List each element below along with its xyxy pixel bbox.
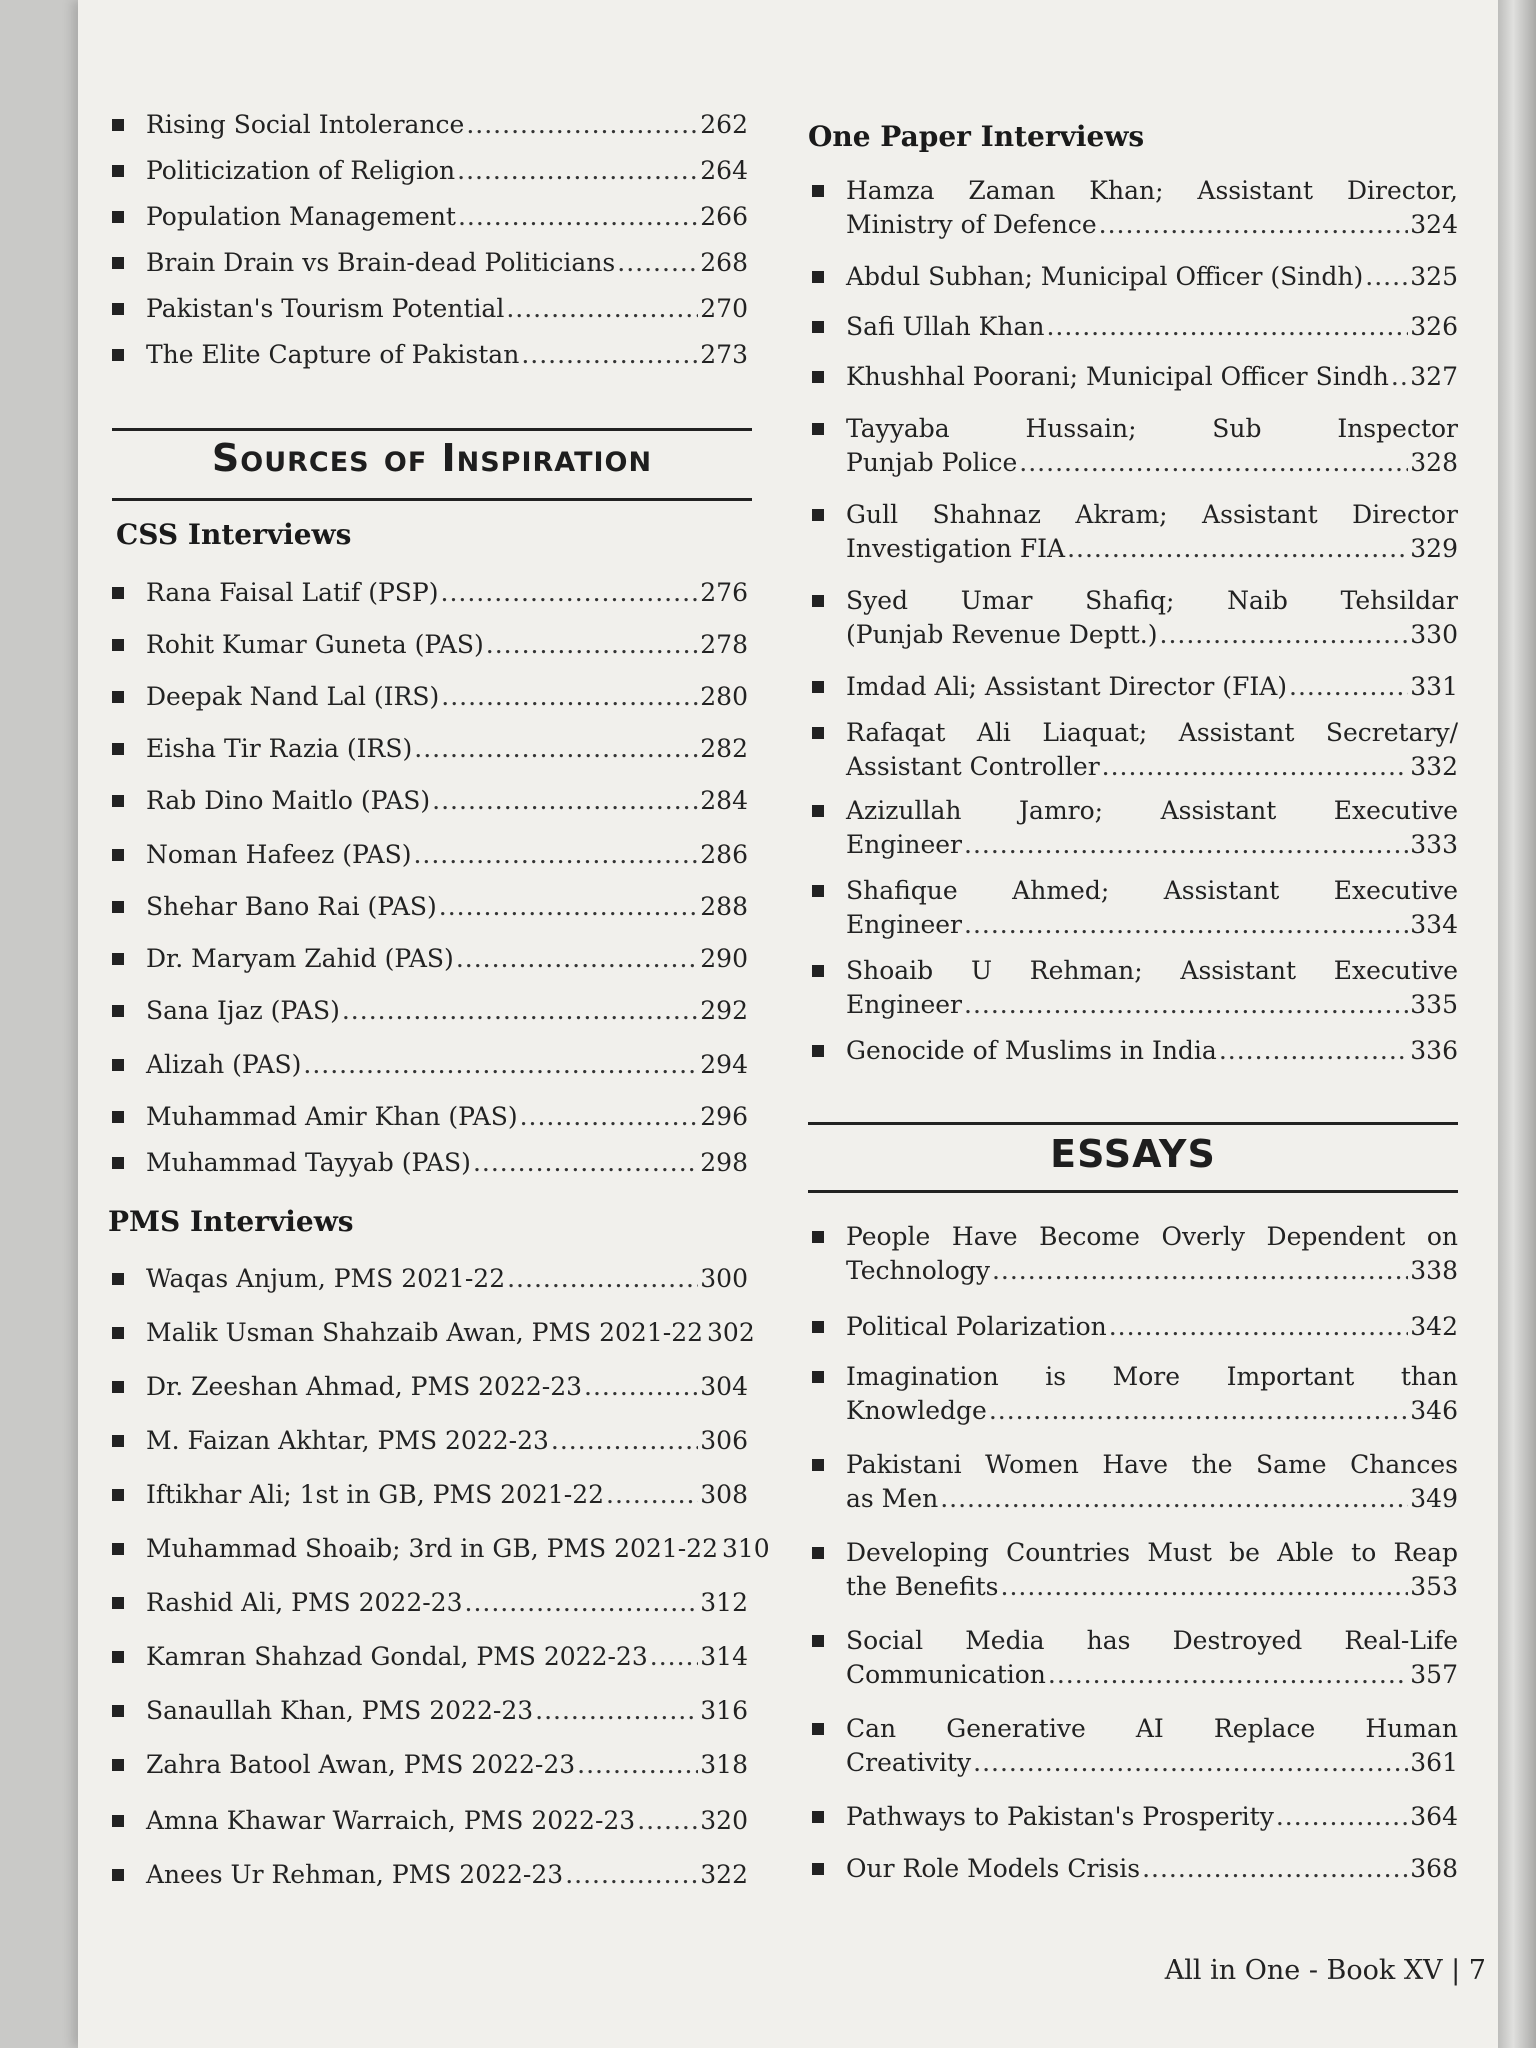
page-number: 310 (722, 1534, 770, 1563)
toc-entry-text (146, 1748, 748, 1782)
toc-entry-title: Rising Social Intolerance (146, 110, 465, 139)
banner-rule-bottom (112, 498, 752, 501)
toc-entry-title: Muhammad Amir Khan (PAS) (146, 1102, 518, 1131)
page-number: 328 (1410, 448, 1458, 477)
toc-entry-text (846, 1800, 1458, 1834)
toc-entry-text (146, 1100, 748, 1134)
toc-entry-title: Politicization of Religion (146, 156, 456, 185)
bullet-icon (112, 587, 124, 599)
toc-entry-text (846, 1360, 1458, 1428)
page-number: 320 (700, 1806, 748, 1835)
toc-entry-text (146, 1804, 748, 1838)
bullet-icon (112, 1815, 124, 1827)
page-number: 312 (700, 1588, 748, 1617)
page-number: 325 (1410, 262, 1458, 291)
bullet-icon (112, 849, 124, 861)
toc-entry-text (846, 670, 1458, 704)
toc-entry-title: Sana Ijaz (PAS) (146, 996, 340, 1025)
page-number: 290 (700, 944, 748, 973)
toc-entry-title: Knowledge (846, 1396, 987, 1425)
dot-leader (1048, 1658, 1408, 1692)
toc-entry-title: Khushhal Poorani; Municipal Officer Sindh (846, 362, 1389, 391)
toc-entry-text (846, 360, 1458, 394)
toc-entry-title: Pakistan's Tourism Potential (146, 294, 505, 323)
dot-leader (413, 838, 698, 872)
dot-leader (535, 1694, 698, 1728)
toc-entry-text (146, 890, 748, 924)
toc-entry-text (146, 784, 748, 818)
page-number: 331 (1410, 672, 1458, 701)
dot-leader (1160, 618, 1409, 652)
bullet-icon (112, 1869, 124, 1881)
toc-entry-title: M. Faizan Akhtar, PMS 2022-23 (146, 1426, 549, 1455)
page-number: 322 (700, 1860, 748, 1889)
sources-banner: Sources of Inspiration (211, 436, 653, 480)
dot-leader (565, 1858, 698, 1892)
toc-entry-text (846, 498, 1458, 566)
bullet-icon (112, 795, 124, 807)
toc-entry-text (146, 1858, 748, 1892)
toc-entry-title: Ministry of Defence (846, 210, 1097, 239)
toc-entry-title: Amna Khawar Warraich, PMS 2022-23 (146, 1806, 636, 1835)
dot-leader (1102, 750, 1409, 784)
bullet-icon (812, 1635, 824, 1647)
bullet-icon (112, 1059, 124, 1071)
bullet-icon (812, 1547, 824, 1559)
toc-entry-line1: Gull Shahnaz Akram; Assistant Director (846, 500, 1458, 529)
bullet-icon (812, 321, 824, 333)
toc-entry-text (846, 584, 1458, 652)
dot-leader (486, 628, 699, 662)
toc-entry-text (146, 838, 748, 872)
toc-entry-text (846, 412, 1458, 480)
dot-leader (507, 1262, 698, 1296)
toc-entry-line1: Social Media has Destroyed Real-Life (846, 1626, 1458, 1655)
dot-leader (466, 108, 698, 142)
bullet-icon (812, 1459, 824, 1471)
dot-leader (606, 1478, 698, 1512)
toc-entry-title: Pathways to Pakistan's Prosperity (846, 1802, 1274, 1831)
page-number: 326 (1410, 312, 1458, 341)
toc-entry-title: Engineer (846, 830, 962, 859)
toc-entry-title: Waqas Anjum, PMS 2021-22 (146, 1264, 506, 1293)
toc-entry-title: Dr. Maryam Zahid (PAS) (146, 944, 454, 973)
bullet-icon (812, 1723, 824, 1735)
toc-entry-line1: Can Generative AI Replace Human (846, 1714, 1458, 1743)
toc-entry-title: Anees Ur Rehman, PMS 2022-23 (146, 1860, 564, 1889)
dot-leader (1046, 310, 1408, 344)
page-number: 353 (1410, 1572, 1458, 1601)
bullet-icon (112, 1489, 124, 1501)
page-number: 316 (700, 1696, 748, 1725)
page-number: 361 (1410, 1748, 1458, 1777)
page-number: 336 (1410, 1036, 1458, 1065)
one-paper-interviews-heading: One Paper Interviews (808, 120, 1145, 153)
toc-entry-title: (Punjab Revenue Deptt.) (846, 620, 1158, 649)
toc-entry-text (146, 680, 748, 714)
toc-entry-title: Abdul Subhan; Municipal Officer (Sindh) (846, 262, 1364, 291)
dot-leader (940, 1482, 1408, 1516)
dot-leader (650, 1640, 699, 1674)
toc-entry-text (146, 1316, 755, 1350)
toc-entry-title: Shehar Bano Rai (PAS) (146, 892, 437, 921)
page-number: 318 (700, 1750, 748, 1779)
bullet-icon (112, 1273, 124, 1285)
toc-entry-title: Engineer (846, 910, 962, 939)
toc-entry-text (146, 732, 748, 766)
toc-entry-title: Investigation FIA (846, 534, 1066, 563)
toc-entry-text (846, 1852, 1458, 1886)
toc-entry-title: Imdad Ali; Assistant Director (FIA) (846, 672, 1288, 701)
page-number: 276 (700, 578, 748, 607)
toc-entry-text (846, 310, 1458, 344)
toc-entry-title: Technology (846, 1256, 990, 1285)
toc-entry-text (146, 1478, 748, 1512)
dot-leader (973, 1746, 1408, 1780)
toc-entry-title: Kamran Shahzad Gondal, PMS 2022-23 (146, 1642, 648, 1671)
bullet-icon (112, 211, 124, 223)
page-number: 333 (1410, 830, 1458, 859)
toc-entry-line1: Imagination is More Important than (846, 1362, 1458, 1391)
page-number: 268 (700, 248, 748, 277)
dot-leader (414, 732, 698, 766)
bullet-icon (812, 1321, 824, 1333)
dot-leader (465, 1586, 699, 1620)
bullet-icon (112, 901, 124, 913)
toc-entry-title: Zahra Batool Awan, PMS 2022-23 (146, 1750, 576, 1779)
bullet-icon (112, 953, 124, 965)
toc-entry-title: Engineer (846, 990, 962, 1019)
toc-entry-title: Rab Dino Maitlo (PAS) (146, 786, 431, 815)
toc-entry-text (146, 994, 748, 1028)
bullet-icon (112, 165, 124, 177)
dot-leader (520, 1100, 699, 1134)
toc-entry-text (846, 954, 1458, 1022)
dot-leader (303, 1048, 698, 1082)
dot-leader (964, 988, 1408, 1022)
dot-leader (1067, 532, 1408, 566)
page-number: 330 (1410, 620, 1458, 649)
toc-entry-title: Creativity (846, 1748, 972, 1777)
page-number: 368 (1410, 1854, 1458, 1883)
essays-rule-top (808, 1122, 1458, 1125)
page-number: 280 (700, 682, 748, 711)
bullet-icon (812, 1811, 824, 1823)
page-number: 278 (700, 630, 748, 659)
dot-leader (1365, 260, 1408, 294)
page-number: 292 (700, 996, 748, 1025)
toc-entry-text (846, 1624, 1458, 1692)
page-number: 298 (700, 1148, 748, 1177)
bullet-icon (812, 805, 824, 817)
pms-interviews-heading: PMS Interviews (108, 1205, 354, 1238)
toc-entry-title: The Elite Capture of Pakistan (146, 340, 520, 369)
dot-leader (1099, 208, 1409, 242)
bullet-icon (112, 743, 124, 755)
bullet-icon (812, 185, 824, 197)
bullet-icon (812, 1231, 824, 1243)
dot-leader (342, 994, 698, 1028)
bullet-icon (812, 885, 824, 897)
page-number: 329 (1410, 534, 1458, 563)
toc-entry-text (146, 200, 748, 234)
toc-entry-text (146, 1146, 748, 1180)
page-number: 332 (1410, 752, 1458, 781)
dot-leader (1109, 1310, 1409, 1344)
dot-leader (992, 1254, 1408, 1288)
toc-entry-text (146, 1586, 748, 1620)
bullet-icon (112, 691, 124, 703)
page-number: 300 (700, 1264, 748, 1293)
dot-leader (521, 338, 698, 372)
toc-entry-text (846, 260, 1458, 294)
dot-leader (989, 1394, 1408, 1428)
dot-leader (1391, 360, 1408, 394)
dot-leader (457, 154, 698, 188)
toc-entry-text (846, 1220, 1458, 1288)
bullet-icon (112, 1381, 124, 1393)
toc-entry-line1: Shafique Ahmed; Assistant Executive (846, 876, 1458, 905)
bullet-icon (112, 639, 124, 651)
toc-entry-title: Rana Faisal Latif (PSP) (146, 578, 439, 607)
bullet-icon (112, 349, 124, 361)
bullet-icon (812, 423, 824, 435)
toc-entry-title: Assistant Controller (846, 752, 1100, 781)
toc-entry-text (846, 1712, 1458, 1780)
toc-entry-title: as Men (846, 1484, 939, 1513)
toc-entry-title: Rashid Ali, PMS 2022-23 (146, 1588, 463, 1617)
toc-entry-line1: Rafaqat Ali Liaquat; Assistant Secretary/ (846, 718, 1458, 747)
bullet-icon (112, 119, 124, 131)
bullet-icon (812, 681, 824, 693)
bullet-icon (112, 1327, 124, 1339)
dot-leader (964, 908, 1408, 942)
bullet-icon (812, 271, 824, 283)
dot-leader (1142, 1852, 1408, 1886)
toc-entry-text (146, 628, 748, 662)
toc-entry-text (146, 1262, 748, 1296)
bullet-icon (112, 1651, 124, 1663)
toc-entry-title: Dr. Zeeshan Ahmad, PMS 2022-23 (146, 1372, 583, 1401)
toc-entry-line1: People Have Become Overly Dependent on (846, 1222, 1458, 1251)
bullet-icon (112, 1435, 124, 1447)
bullet-icon (812, 965, 824, 977)
toc-entry-title: Eisha Tir Razia (IRS) (146, 734, 413, 763)
bullet-icon (812, 595, 824, 607)
dot-leader (441, 576, 699, 610)
toc-entry-title: Muhammad Tayyab (PAS) (146, 1148, 471, 1177)
dot-leader (637, 1804, 698, 1838)
bullet-icon (812, 727, 824, 739)
page-number: 334 (1410, 910, 1458, 939)
page-number: 273 (700, 340, 748, 369)
page-number: 357 (1410, 1660, 1458, 1689)
toc-entry-text (146, 154, 748, 188)
dot-leader (506, 292, 698, 326)
toc-entry-title: Noman Hafeez (PAS) (146, 840, 412, 869)
dot-leader (441, 680, 698, 714)
toc-entry-title: Brain Drain vs Brain-dead Politicians (146, 248, 616, 277)
toc-entry-text (846, 874, 1458, 942)
toc-entry-line1: Shoaib U Rehman; Assistant Executive (846, 956, 1458, 985)
page-number: 342 (1410, 1312, 1458, 1341)
dot-leader (1219, 1034, 1408, 1068)
toc-entry-text (146, 1370, 748, 1404)
dot-leader (473, 1146, 698, 1180)
toc-entry-text (146, 338, 748, 372)
page-number: 364 (1410, 1802, 1458, 1831)
page-number: 264 (700, 156, 748, 185)
toc-entry-text (146, 576, 748, 610)
essays-rule-bottom (808, 1190, 1458, 1193)
page-number: 296 (700, 1102, 748, 1131)
page-number: 324 (1410, 210, 1458, 239)
bullet-icon (112, 1543, 124, 1555)
bullet-icon (812, 1371, 824, 1383)
page-edge (1498, 0, 1536, 2048)
toc-entry-title: Deepak Nand Lal (IRS) (146, 682, 440, 711)
dot-leader (551, 1424, 698, 1458)
page-number: 346 (1410, 1396, 1458, 1425)
toc-entry-text (846, 716, 1458, 784)
toc-entry-text (146, 1424, 748, 1458)
toc-entry-title: Sanaullah Khan, PMS 2022-23 (146, 1696, 534, 1725)
bullet-icon (112, 1005, 124, 1017)
page-number: 270 (700, 294, 748, 323)
essays-banner: ESSAYS (1050, 1132, 1216, 1176)
page-number: 288 (700, 892, 748, 921)
toc-entry-title: Communication (846, 1660, 1046, 1689)
toc-entry-title: Rohit Kumar Guneta (PAS) (146, 630, 484, 659)
page-number: 284 (700, 786, 748, 815)
toc-entry-title: Political Polarization (846, 1312, 1107, 1341)
toc-entry-title: Alizah (PAS) (146, 1050, 302, 1079)
page-number: 306 (700, 1426, 748, 1455)
dot-leader (584, 1370, 698, 1404)
toc-entry-line1: Syed Umar Shafiq; Naib Tehsildar (846, 586, 1458, 615)
bullet-icon (112, 1705, 124, 1717)
page-number: 335 (1410, 990, 1458, 1019)
bullet-icon (112, 257, 124, 269)
page-number: 302 (707, 1318, 755, 1347)
dot-leader (458, 200, 698, 234)
toc-entry-title: Punjab Police (846, 448, 1018, 477)
page-number: 282 (700, 734, 748, 763)
page-number: 266 (700, 202, 748, 231)
toc-entry-text (146, 1048, 748, 1082)
page-number: 304 (700, 1372, 748, 1401)
toc-entry-title: the Benefits (846, 1572, 999, 1601)
page-number: 338 (1410, 1256, 1458, 1285)
dot-leader (577, 1748, 698, 1782)
toc-entry-text (146, 942, 748, 976)
dot-leader (432, 784, 698, 818)
bullet-icon (112, 1759, 124, 1771)
toc-entry-line1: Hamza Zaman Khan; Assistant Director, (846, 176, 1458, 205)
toc-entry-text (146, 246, 748, 280)
dot-leader (1001, 1570, 1409, 1604)
bullet-icon (112, 303, 124, 315)
toc-entry-text (146, 1694, 748, 1728)
toc-entry-text (146, 292, 748, 326)
bullet-icon (112, 1597, 124, 1609)
toc-entry-title: Iftikhar Ali; 1st in GB, PMS 2021-22 (146, 1480, 605, 1509)
page-number: 308 (700, 1480, 748, 1509)
toc-entry-text (846, 1448, 1458, 1516)
toc-entry-text (846, 794, 1458, 862)
toc-entry-title: Our Role Models Crisis (846, 1854, 1141, 1883)
dot-leader (1289, 670, 1408, 704)
toc-entry-title: Population Management (146, 202, 456, 231)
toc-entry-line1: Developing Countries Must be Able to Reap (846, 1538, 1458, 1567)
toc-entry-title: Muhammad Shoaib; 3rd in GB, PMS 2021-22 (146, 1534, 718, 1563)
dot-leader (456, 942, 698, 976)
dot-leader (439, 890, 699, 924)
toc-entry-text (846, 1034, 1458, 1068)
toc-entry-title: Genocide of Muslims in India (846, 1036, 1217, 1065)
toc-entry-line1: Pakistani Women Have the Same Chances (846, 1450, 1458, 1479)
toc-entry-text (146, 1640, 748, 1674)
bullet-icon (812, 1045, 824, 1057)
banner-rule-top (112, 428, 752, 431)
page-number: 294 (700, 1050, 748, 1079)
bullet-icon (812, 509, 824, 521)
toc-entry-text (846, 1536, 1458, 1604)
css-interviews-heading: CSS Interviews (116, 518, 352, 551)
page-number: 262 (700, 110, 748, 139)
dot-leader (1019, 446, 1408, 480)
page-footer: All in One - Book XV | 7 (1164, 1955, 1486, 1986)
page-number: 349 (1410, 1484, 1458, 1513)
bullet-icon (112, 1111, 124, 1123)
toc-entry-text (146, 108, 748, 142)
toc-entry-text (146, 1532, 770, 1566)
page-number: 327 (1410, 362, 1458, 391)
toc-entry-title: Malik Usman Shahzaib Awan, PMS 2021-22 (146, 1318, 704, 1347)
page-number: 314 (700, 1642, 748, 1671)
toc-entry-line1: Azizullah Jamro; Assistant Executive (846, 796, 1458, 825)
dot-leader (964, 828, 1408, 862)
dot-leader (1276, 1800, 1408, 1834)
bullet-icon (112, 1157, 124, 1169)
dot-leader (617, 246, 698, 280)
page-number: 286 (700, 840, 748, 869)
toc-entry-text (846, 174, 1458, 242)
toc-entry-title: Safi Ullah Khan (846, 312, 1045, 341)
toc-entry-text (846, 1310, 1458, 1344)
bullet-icon (812, 1863, 824, 1875)
bullet-icon (812, 371, 824, 383)
toc-entry-line1: Tayyaba Hussain; Sub Inspector (846, 414, 1458, 443)
